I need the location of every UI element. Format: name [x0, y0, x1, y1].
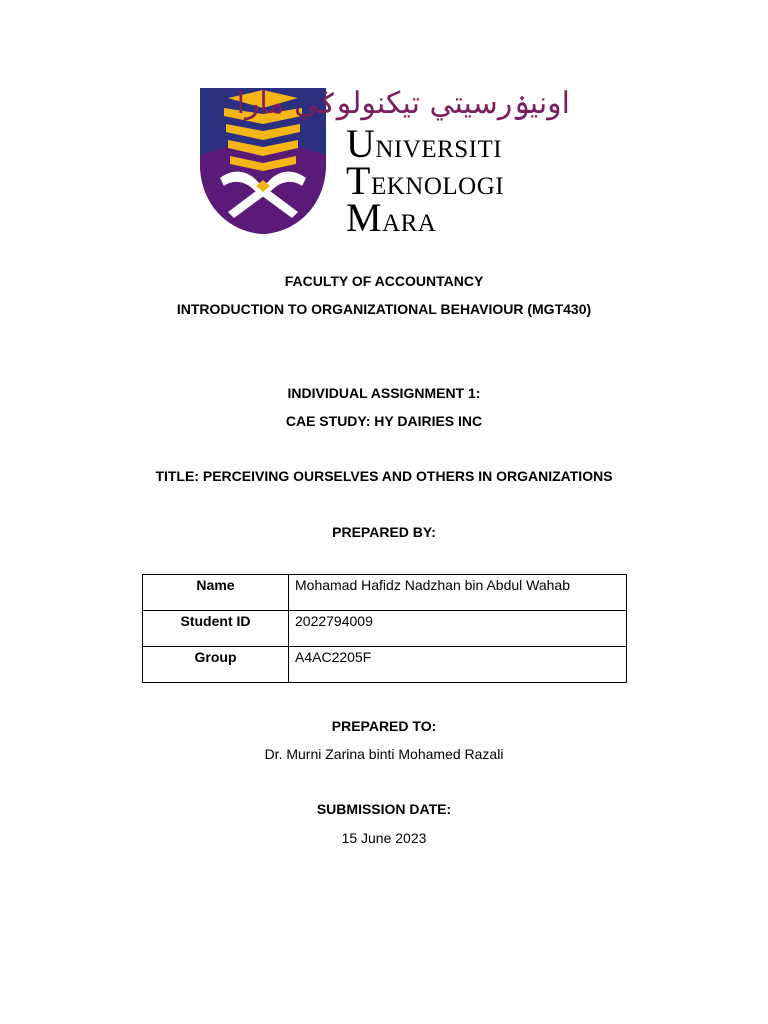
name-label: Name [143, 575, 289, 611]
university-logo [198, 86, 578, 240]
table-row [143, 611, 627, 647]
title-heading: TITLE: PERCEIVING OURSELVES AND OTHERS IN ORGANIZATIONS [155, 468, 613, 484]
student-id-label: Student ID [143, 611, 289, 647]
student-info-table [142, 574, 627, 683]
name-value: Mohamad Hafidz Nadzhan bin Abdul Wahab [289, 575, 627, 611]
prepared-to-label: PREPARED TO: [331, 718, 437, 734]
table-row [143, 647, 627, 683]
submission-date: 15 June 2023 [341, 830, 427, 846]
assignment-heading: INDIVIDUAL ASSIGNMENT 1: [287, 385, 481, 401]
course-heading: INTRODUCTION TO ORGANIZATIONAL BEHAVIOUR (MGT430) [176, 301, 592, 317]
case-study-heading: CAE STUDY: HY DAIRIES INC [285, 413, 483, 429]
logo-line-universiti: Universiti [346, 121, 503, 166]
table-row [143, 575, 627, 611]
logo-line-mara: Mara [346, 195, 437, 240]
logo-line-teknologi: Teknologi [346, 158, 505, 203]
jawi-script-logo-text: اونيۏرسيتي تيكنولوݢي مارا [236, 86, 570, 121]
group-label: Group [143, 647, 289, 683]
prepared-by-label: PREPARED BY: [332, 524, 436, 540]
faculty-heading: FACULTY OF ACCOUNTANCY [284, 273, 484, 289]
student-id-value: 2022794009 [289, 611, 627, 647]
lecturer-name: Dr. Murni Zarina binti Mohamed Razali [264, 746, 504, 762]
submission-date-label: SUBMISSION DATE: [316, 801, 452, 817]
group-value: A4AC2205F [289, 647, 627, 683]
